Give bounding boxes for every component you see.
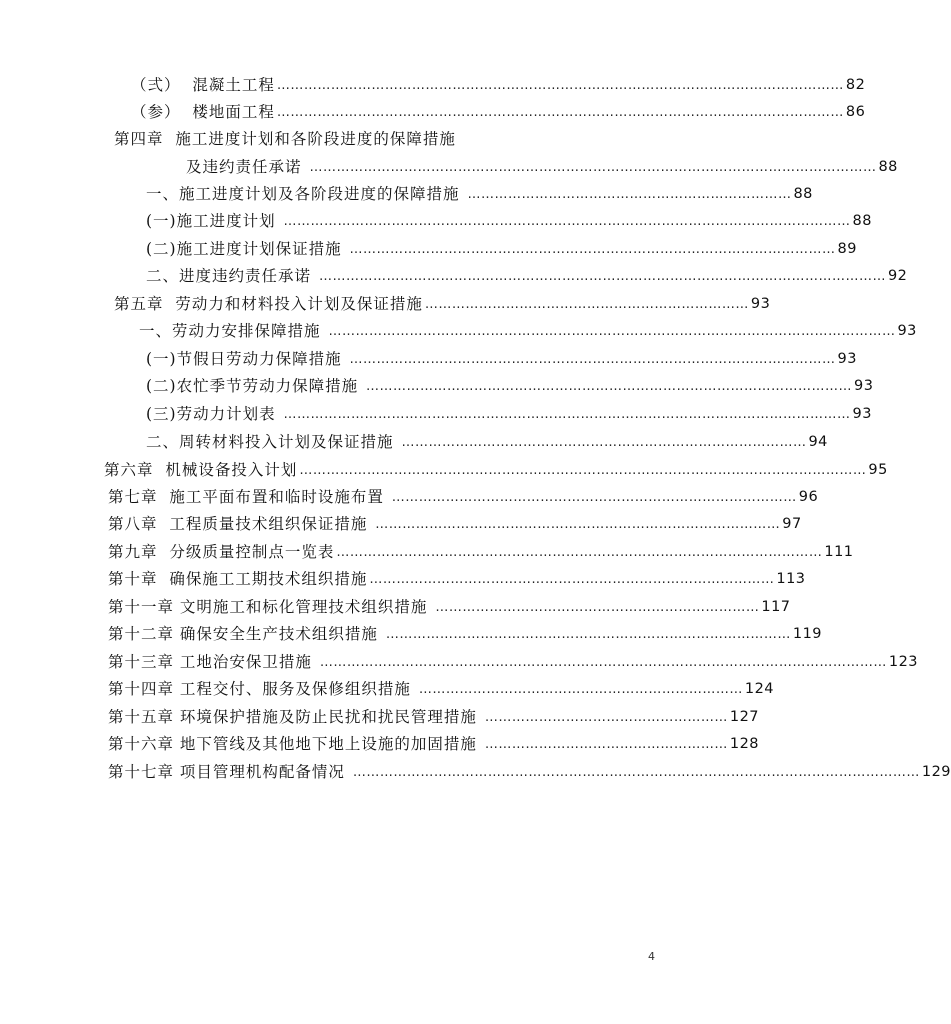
toc-entry-page: 129 (921, 764, 951, 780)
toc-entry[interactable] (108, 566, 806, 593)
toc-entry-page: 127 (729, 709, 760, 725)
toc-leader-dots: ……………………………………………………………………………… (375, 517, 781, 532)
toc-leader-dots: ……………………………………………………………… (424, 297, 749, 312)
toc-entry-page: 93 (750, 296, 771, 312)
toc-entry[interactable] (146, 208, 872, 235)
toc-entry[interactable] (108, 704, 760, 731)
toc-leader-dots: ……………………………………………………………… (418, 682, 743, 697)
toc-leader-dots: ……………………………………………………………………………… (391, 490, 797, 505)
toc-leader-dots: ……………………………………………………………………………………………………………… (276, 78, 844, 93)
toc-entry-page: 119 (792, 626, 823, 642)
toc-entry-title: （参） 楼地面工程 (131, 103, 275, 121)
toc-entry-page: 117 (761, 599, 791, 615)
toc-entry[interactable] (108, 539, 854, 566)
toc-leader-dots: ……………………………………………… (484, 737, 728, 752)
toc-entry[interactable] (108, 484, 819, 511)
toc-entry[interactable] (146, 263, 908, 290)
toc-entry[interactable] (186, 154, 898, 181)
toc-entry[interactable] (114, 126, 609, 153)
toc-entry-title: 第五章 劳动力和材料投入计划及保证措施 (114, 295, 423, 313)
toc-leader-dots: ……………………………………………………………………………………………… (349, 242, 836, 257)
toc-entry-title: 第九章 分级质量控制点一览表 (108, 543, 335, 561)
toc-entry-title: 一、施工进度计划及各阶段进度的保障措施 (146, 185, 466, 203)
toc-entry-title: 第十一章 文明施工和标化管理技术组织措施 (108, 598, 434, 616)
toc-entry-page: 86 (845, 104, 866, 120)
toc-entry[interactable] (146, 401, 872, 428)
toc-entry-page: 96 (798, 489, 819, 505)
toc-leader-dots: ……………………………………………………………………………………………………………… (283, 214, 851, 229)
toc-entry[interactable] (146, 373, 874, 400)
toc-entry-title: 第十二章 确保安全生产技术组织措施 (108, 625, 384, 643)
toc-entry[interactable] (146, 236, 857, 263)
toc-entry-title: (一)施工进度计划 (146, 212, 282, 230)
toc-entry[interactable] (108, 731, 760, 758)
toc-entry[interactable] (131, 99, 866, 126)
toc-leader-dots: ……………………………………………………………………………………………………………… (318, 269, 886, 284)
toc-entry-title: 第十六章 地下管线及其他地下地上设施的加固措施 (108, 735, 483, 753)
toc-leader-dots: ……………………………………………………………………………………………………………… (352, 765, 920, 780)
toc-entry-page: 88 (878, 159, 898, 175)
toc-entry-page: 128 (729, 736, 760, 752)
toc-entry-page: 89 (837, 241, 857, 257)
toc-entry-page: 123 (888, 654, 919, 670)
toc-entry-page: 88 (852, 213, 872, 229)
toc-entry[interactable] (146, 346, 857, 373)
toc-entry[interactable] (104, 457, 888, 484)
toc-entry-page: 88 (793, 186, 813, 202)
toc-entry-title: 第十七章 项目管理机构配备情况 (108, 763, 351, 781)
toc-leader-dots: ……………………………………………………………………………………………………………… (283, 407, 851, 422)
toc-entry-title: 二、进度违约责任承诺 (146, 267, 317, 285)
toc-entry[interactable] (114, 291, 771, 318)
toc-entry[interactable] (108, 676, 775, 703)
toc-entry-page: 111 (824, 544, 854, 560)
toc-entry-title: (三)劳动力计划表 (146, 405, 282, 423)
toc-entry-title: 第六章 机械设备投入计划 (104, 461, 298, 479)
toc-entry-page: 95 (868, 462, 888, 478)
toc-leader-dots: ……………………………………………………………………………………………… (349, 352, 836, 367)
toc-entry-title: (一)节假日劳动力保障措施 (146, 350, 348, 368)
toc-entry-title: 第八章 工程质量技术组织保证措施 (108, 515, 374, 533)
toc-entry-page: 113 (776, 571, 806, 587)
toc-entry-title: （弍） 混凝土工程 (131, 76, 275, 94)
toc-leader-dots: ……………………………………………………………………………………………………………… (276, 105, 844, 120)
toc-entry-title: 第十四章 工程交付、服务及保修组织措施 (108, 680, 417, 698)
toc-leader-dots: ……………………………………………………………………………… (369, 572, 775, 587)
toc-leader-dots: ……………………………………………………………………………………………………………… (319, 655, 887, 670)
toc-entry-title: 二、周转材料投入计划及保证措施 (146, 433, 400, 451)
toc-leader-dots: ……………………………………………………………… (435, 600, 760, 615)
toc-entry-page: 97 (782, 516, 802, 532)
toc-entry-page: 124 (744, 681, 775, 697)
toc-entry[interactable] (146, 429, 828, 456)
toc-entry-title: 第十三章 工地治安保卫措施 (108, 653, 318, 671)
toc-leader-dots: ……………………………………………………………………………………………………………… (328, 324, 896, 339)
toc-entry-title: 第十五章 环境保护措施及防止民扰和扰民管理措施 (108, 708, 483, 726)
toc-entry-page: 82 (845, 77, 866, 93)
toc-entry[interactable] (108, 759, 951, 786)
toc-leader-dots: ……………………………………………………………… (467, 187, 792, 202)
toc-leader-dots: ……………………………………………………………………………… (385, 627, 791, 642)
toc-entry-page: 92 (887, 268, 908, 284)
toc-leader-dots: ……………………………………………………………………………… (401, 435, 807, 450)
toc-entry[interactable] (108, 511, 802, 538)
toc-entry-title: 第七章 施工平面布置和临时设施布置 (108, 488, 390, 506)
toc-leader-dots: ……………………………………………………………………………………………… (366, 379, 853, 394)
toc-entry-title: (二)施工进度计划保证措施 (146, 240, 348, 258)
toc-leader-dots: ……………………………………………………………………………………………………………… (299, 463, 867, 478)
page-number: 4 (648, 950, 655, 963)
toc-entry-title: (二)农忙季节劳动力保障措施 (146, 377, 365, 395)
toc-entry-title: 及违约责任承诺 (186, 158, 308, 176)
toc-entry-page: 93 (837, 351, 857, 367)
toc-leader-dots: ……………………………………………………………………………………………………………… (309, 160, 877, 175)
toc-entry[interactable] (108, 649, 919, 676)
toc-entry[interactable] (131, 72, 866, 99)
toc-entry[interactable] (139, 318, 917, 345)
toc-entry-page: 93 (852, 406, 872, 422)
toc-entry-title: 一、劳动力安排保障措施 (139, 322, 327, 340)
toc-entry-title: 第十章 确保施工工期技术组织措施 (108, 570, 368, 588)
toc-entry-page: 93 (854, 378, 874, 394)
toc-entry-page: 94 (808, 434, 828, 450)
toc-entry-page: 93 (897, 323, 917, 339)
toc-entry-title: 第四章 施工进度计划和各阶段进度的保障措施 (114, 130, 456, 148)
toc-leader-dots: ……………………………………………… (484, 710, 728, 725)
toc-entry[interactable] (108, 594, 791, 621)
toc-entry[interactable] (146, 181, 813, 208)
toc-leader-dots: ……………………………………………………………………………………………… (336, 545, 823, 560)
toc-entry[interactable] (108, 621, 823, 648)
